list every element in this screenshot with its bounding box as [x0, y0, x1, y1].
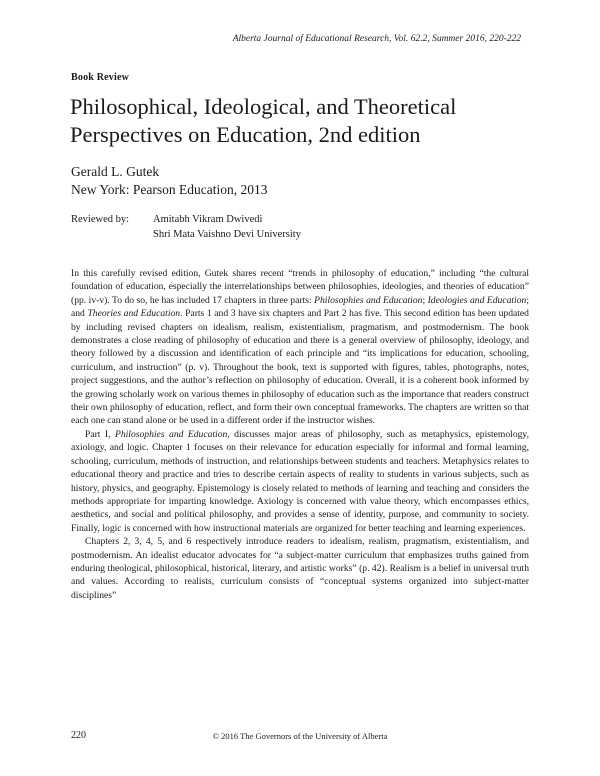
paragraph-text: Chapters 2, 3, 4, 5, and 6 respectively introduce readers to idealism, realism, pragmatism, existentialism, and postmodernism. An idealist educator advocates for “a subject-matter curriculum that emphasizes truths gained from enduring theological, philosophical, historical, literary, and artistic works” (p. 42). Realism is a belief in universal truth and values. According to realists, curriculum consists of “conceptual systems organized into subject-matter disciplines” — [71, 536, 529, 601]
reviewer-block — [71, 212, 301, 242]
reviewed-by-label: Reviewed by: — [71, 214, 130, 225]
paragraph-italic: Philosophies and Education — [114, 428, 228, 440]
copyright-notice: © 2016 The Governors of the University of Alberta — [212, 731, 388, 741]
paragraph-text: , discusses major areas of philosophy, such as metaphysics, epistemology, axiology, and logic. Chapter 1 focuses on their relevance for education especially for informal and formal learning, schooling, curriculum, methods of instruction, and relationships between students and teachers. Metaphysics relates to educational theory and practice and tries to describe certain aspects of reality to students in various subjects, such as history, physics, and geography. Epistemology is closely related to methods of learning and teaching and considers the methods appropriate for imparting knowledge. Axiology is concerned with value theory, which encompasses ethics, aesthetics, and social and political philosophy, and provides a sense of identity, purpose, and community to society. Finally, logic is concerned with how instructional materials are organized for better teaching and learning experiences. — [71, 428, 529, 534]
book-info — [71, 163, 267, 199]
paragraph — [71, 428, 529, 535]
paragraph — [71, 535, 529, 602]
paragraph-italic: Philosophies and Education — [314, 294, 423, 306]
reviewer-info — [153, 212, 301, 242]
book-author: Gerald L. Gutek — [71, 164, 160, 179]
paragraph-text: In this carefully revised edition, Gutek shares recent “trends in philosophy of education,” including “the cultural foundation of education, especially the interrelationships between philosophies, ideologies, and theories of education” (pp. iv-v). To do so, he has included 17 chapters in three parts: — [71, 268, 529, 306]
reviewer-name: Amitabh Vikram Dwivedi — [153, 214, 263, 225]
section-label: Book Review — [71, 72, 130, 83]
paragraph — [71, 267, 529, 428]
paragraph-text: ; — [422, 294, 428, 306]
reviewer-affiliation: Shri Mata Vaishno Devi University — [153, 229, 301, 240]
journal-citation: Alberta Journal of Educational Research, Vol. 62.2, Summer 2016, 220-222 — [232, 34, 521, 44]
paragraph-text: Part I, — [85, 428, 115, 440]
page-number: 220 — [71, 730, 86, 741]
paragraph-text: ; and — [71, 294, 529, 320]
article-title: Philosophical, Ideological, and Theoretical Perspectives on Education, 2nd edition — [70, 94, 457, 147]
paragraph-italic: Theories and Education — [87, 308, 181, 320]
paragraph-text: . Parts 1 and 3 have six chapters and Part 2 has five. This second edition has been updated by including revised chapters on idealism, realism, existentialism, pragmatism, and postmodernism. The book demonstrates a close reading of philosophy of education and there is a general overview of philosophy, ideology, and theory followed by a discussion and identification of each principle and “its implications for education, schooling, curriculum, and instruction” (p. v). Throughout the book, text is supported with figures, tables, photographs, notes, project suggestions, and the author’s reflection on philosophy of education. Overall, it is a coherent book informed by the growing scholarly work on various themes in philosophy of education such as the importance that readers construct their own philosophy of education, reflect, and form their own conceptual frameworks. The chapters are written so that each one can stand alone or be used in a different order if the instructor wishes. — [71, 308, 529, 427]
book-publisher: New York: Pearson Education, 2013 — [71, 182, 268, 197]
review-body — [71, 267, 529, 602]
paragraph-italic: Ideologies and Education — [427, 294, 527, 306]
